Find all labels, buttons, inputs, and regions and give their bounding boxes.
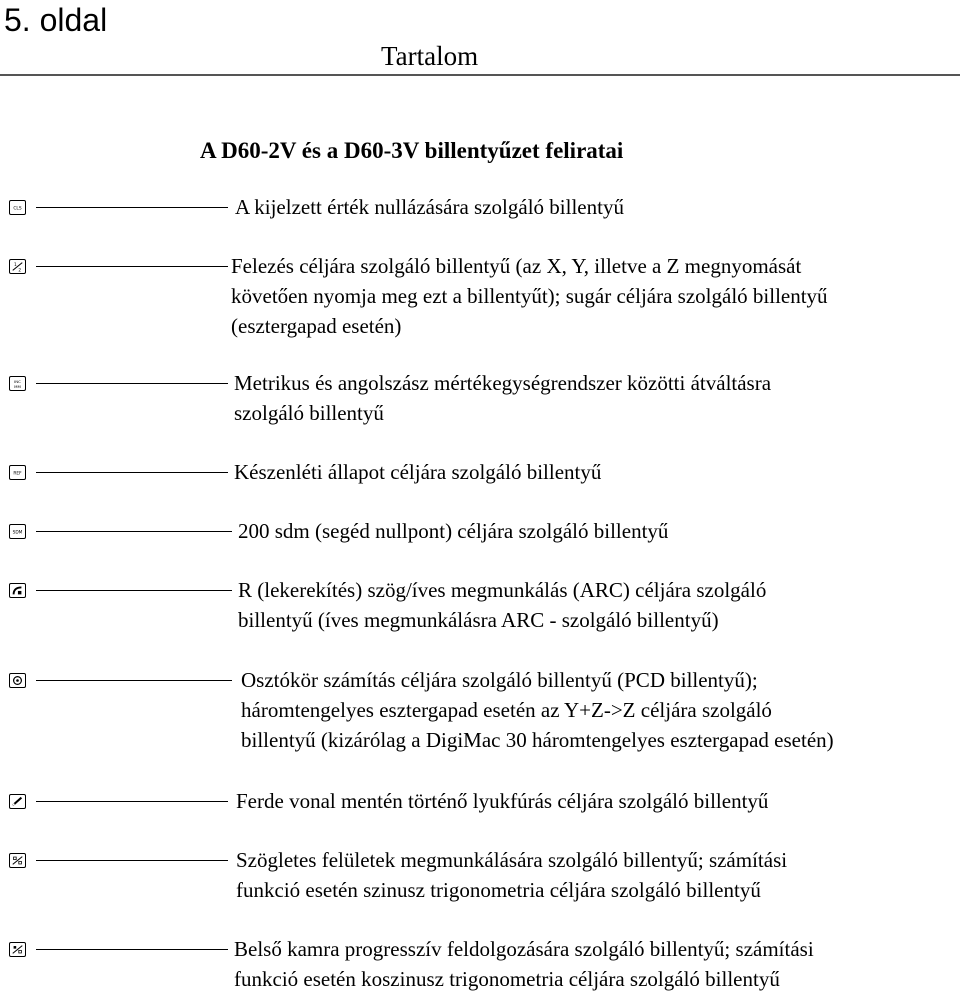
key-description xyxy=(234,934,960,994)
description-line: Osztókör számítás céljára szolgáló billentyű (PCD billentyű); xyxy=(241,668,758,692)
description-line: Metrikus és angolszász mértékegységrendszer közötti átváltásra xyxy=(234,371,772,395)
key-description xyxy=(241,665,960,755)
leader-line xyxy=(36,949,228,950)
description-line: funkció esetén koszinusz trigonometria céljára szolgáló billentyű xyxy=(234,967,780,991)
svg-text:2: 2 xyxy=(18,268,22,273)
leader-line xyxy=(36,680,232,681)
key-description xyxy=(235,192,960,222)
leader-line xyxy=(36,472,228,473)
incline-key-icon xyxy=(9,853,26,868)
key-description xyxy=(238,575,960,635)
svg-text:MM: MM xyxy=(14,383,21,389)
pcd-key-icon xyxy=(9,673,26,688)
sdm-key-icon xyxy=(9,524,26,539)
key-description xyxy=(231,251,960,341)
key-description xyxy=(234,368,960,428)
leader-line xyxy=(36,860,228,861)
key-description xyxy=(238,516,960,546)
svg-text:SDM: SDM xyxy=(12,530,23,536)
leader-line xyxy=(36,801,228,802)
description-line: funkció esetén szinusz trigonometria céljára szolgáló billentyű xyxy=(236,878,761,902)
description-line: Belső kamra progresszív feldolgozására szolgáló billentyű; számítási xyxy=(234,937,814,961)
cosine-key-icon xyxy=(9,942,26,957)
svg-text:INC: INC xyxy=(14,379,21,385)
leader-line xyxy=(36,383,228,384)
svg-text:REF: REF xyxy=(13,471,22,477)
leader-line xyxy=(36,590,232,591)
description-line: Készenléti állapot céljára szolgáló billentyű xyxy=(234,460,602,484)
key-description xyxy=(236,845,960,905)
description-line: billentyű (íves megmunkálásra ARC - szolgáló billentyű) xyxy=(238,608,719,632)
half-key-icon xyxy=(9,259,26,274)
description-line: billentyű (kizárólag a DigiMac 30 háromtengelyes esztergapad esetén) xyxy=(241,728,834,752)
page-number: 5. oldal xyxy=(4,2,108,38)
ref-key-icon xyxy=(9,465,26,480)
arc-key-icon xyxy=(9,583,26,598)
line-hole-key-icon xyxy=(9,794,26,809)
leader-line xyxy=(36,266,228,267)
header-divider xyxy=(0,74,960,76)
description-line: A kijelzett érték nullázására szolgáló billentyű xyxy=(235,195,624,219)
svg-text:1: 1 xyxy=(14,263,17,269)
description-line: (esztergapad esetén) xyxy=(231,314,402,338)
section-heading: A D60-2V és a D60-3V billentyűzet feliratai xyxy=(200,138,624,163)
key-description xyxy=(234,457,960,487)
description-line: háromtengelyes esztergapad esetén az Y+Z->Z céljára szolgáló xyxy=(241,698,772,722)
leader-line xyxy=(36,531,232,532)
description-line: Szögletes felületek megmunkálására szolgáló billentyű; számítási xyxy=(236,848,788,872)
leader-line xyxy=(36,207,228,208)
key-description xyxy=(236,786,960,816)
description-line: Felezés céljára szolgáló billentyű (az X, Y, illetve a Z megnyomását xyxy=(231,254,802,278)
page-title: Tartalom xyxy=(381,41,479,71)
clear-key-icon xyxy=(9,200,26,215)
description-line: Ferde vonal mentén történő lyukfúrás céljára szolgáló billentyű xyxy=(236,789,769,813)
description-line: 200 sdm (segéd nullpont) céljára szolgáló billentyű xyxy=(238,519,669,543)
svg-text:CLS: CLS xyxy=(13,206,22,212)
description-line: szolgáló billentyű xyxy=(234,401,384,425)
description-line: R (lekerekítés) szög/íves megmunkálás (ARC) céljára szolgáló xyxy=(238,578,767,602)
description-line: követően nyomja meg ezt a billentyűt); sugár céljára szolgáló billentyű xyxy=(231,284,828,308)
inch-mm-key-icon xyxy=(9,376,26,391)
